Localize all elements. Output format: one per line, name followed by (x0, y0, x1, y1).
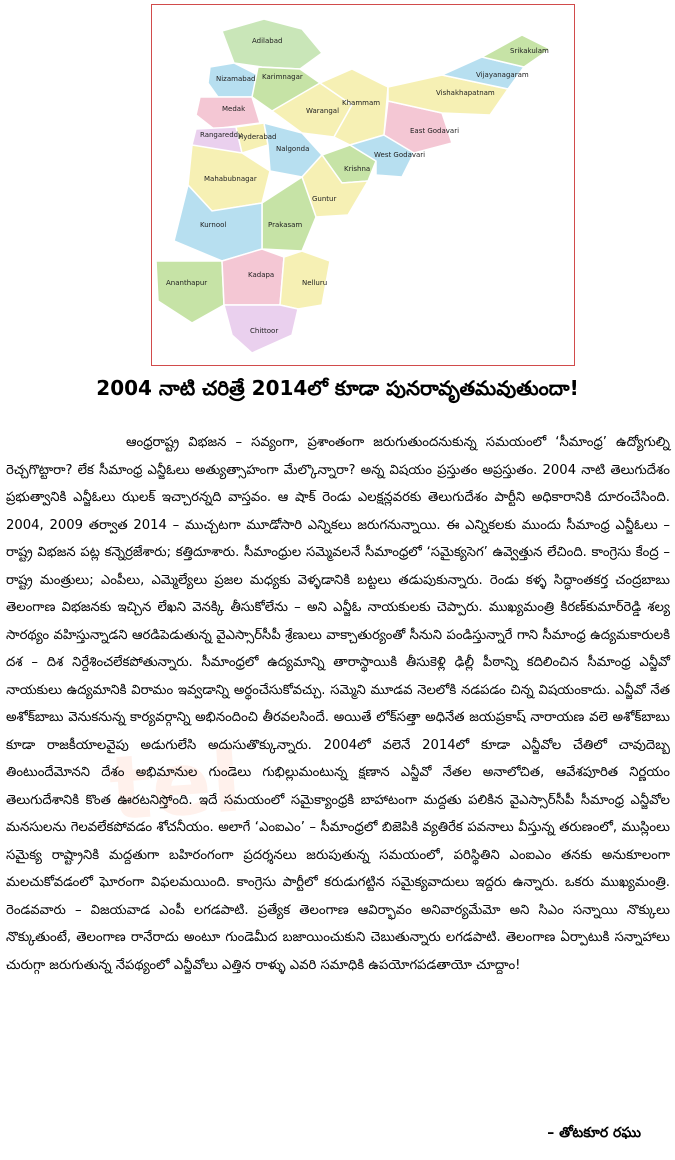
map-label-guntur: Guntur (312, 195, 337, 203)
map-district-ananthapur (156, 261, 224, 323)
map-label-warangal: Warangal (306, 107, 340, 115)
map-label-karimnagar: Karimnagar (262, 73, 303, 81)
map-label-nelluru: Nelluru (302, 279, 328, 287)
map-label-medak: Medak (222, 105, 246, 113)
map-label-nalgonda: Nalgonda (276, 145, 310, 153)
watermark: tel (106, 728, 245, 841)
map-label-ananthapur: Ananthapur (166, 279, 208, 287)
article-paragraph: ఆంధ్రరాష్ట్ర విభజన – సవ్యంగా, ప్రశాంతంగా జరుగుతుందనుకున్న సమయంలో ‘సీమాంధ్ర’ ఉద్యోగుల్ని రెచ్చగొట్టారా? లేక సీమాంధ్ర ఎన్జీఓలు అత్యుత్సాహంగా మేల్కొన్నారా? అన్న విషయం ప్రస్తుతం అప్రస్తుతం. 2004 నాటి తెలుగుదేశం ప్రభుత్వానికి ఎన్జీఓలు ఝలక్ ఇచ్చారన్నది వాస్తవం. ఆ షాక్ రెండు ఎలక్షన్లవరకు తెలుగుదేశం పార్టీని అధికారానికి దూరంచేసింది. 2004, 2009 తర్వాత 2014 – ముచ్చటగా మూడోసారి ఎన్నికలు జరుగనున్నాయి. ఈ ఎన్నికలకు ముందు సీమాంధ్ర ఎన్జీఓలు – రాష్ట్ర విభజన పట్ల కన్నెర్రజేశారు; కత్తిదూశారు. సీమాంధ్రుల సమ్మెవలనే సీమాంధ్రలో ‘సమైక్యసెగ’ ఉవ్వెత్తున లేచింది. కాంగ్రెసు కేంద్ర – రాష్ట్ర మంత్రులు; ఎంపీలు, ఎమ్మెల్యేలు ప్రజల మధ్యకు వెళ్ళడానికి బట్టలు తడుపుకున్నారు. రెండు కళ్ళ సిద్ధాంతకర్త చంద్రబాబు తెలంగాణ విభజనకు ఇచ్చిన లేఖని వెనక్కి తీసుకోలేను – అని ఎన్జీఓ నాయకులకు చెప్పారు. ముఖ్యమంత్రి కిరణ్‌కుమార్‌రెడ్డి శల్య సారథ్యం వహిస్తున్నాడని ఆరడిపెడుతున్న వైఎస్సార్‌సీపీ శ్రేణులు వాక్చాతుర్యంతో సీనుని పండిస్తున్నారే గాని సీమాంధ్ర ఉద్యమకారులకి దశ – దిశ నిర్దేశించలేకపోతున్నారు. సీమాంధ్రలో ఉద్యమాన్ని తారాస్థాయికి తీసుకెళ్లి ఢిల్లీ పీఠాన్ని కదిలించిన సీమాంధ్ర ఎన్జీవో నాయకులు ఉద్యమానికి విరామం ఇవ్వడాన్ని అర్థంచేసుకోవచ్చు. సమ్మెని మూడవ నెలలోకి నడపడం చిన్న విషయంకాదు. ఎన్జీవో నేత అశోక్‌బాబు వెనుకనున్న కార్యవర్గాన్ని అభినందించి తీరవలసిందే. అయితే లోక్‌సత్తా అధినేత జయప్రకాష్ నారాయణ వలె అశోక్‌బాబు కూడా రాజకీయాలవైపు అడుగులేసి అదుసుతొక్కున్నారు. 2004లో వలెనే 2014లో కూడా ఎన్జీవోల చేతిలో చావుదెబ్బ తింటుందేమోనని దేశం అభిమానుల గుండెలు గుభిల్లుమంటున్న క్షణాన ఎన్జీవో నేతల అనాలోచిత, ఆవేశపూరిత నిర్ణయం తెలుగుదేశానికి కొంత ఊరటనిస్తోంది. ఇదే సమయంలో సమైక్యాంధ్రకి బాహాటంగా మద్దతు పలికిన వైఎస్సార్‌సీపీ సీమాంధ్ర ఎన్జీవోల మనసులను గెలవలేకపోవడం శోచనీయం. అలాగే ‘ఎంఐఎం’ – సీమాంధ్రలో బిజెపికి వ్యతిరేక పవనాలు వీస్తున్న తరుణంలో, ముస్లింలు సమైక్య రాష్ట్రానికి మద్దతుగా బహిరంగంగా ప్రదర్శనలు జరుపుతున్న సమయంలో, పరిస్థితిని ఎంఐఎం తనకు అనుకూలంగా మలచుకోవడంలో ఘోరంగా విఫలమయింది. కాంగ్రెసు పార్టీలో కరుడుగట్టిన సమైక్యవాదులు ఇద్దరు ఉన్నారు. ఒకరు ముఖ్యమంత్రి. రెండవవారు – విజయవాడ ఎంపీ లగడపాటి. ప్రత్యేక తెలంగాణ ఆవిర్భావం అనివార్యమేమో అని సిఎం సన్నాయి నొక్కులు నొక్కుతుంటే, తెలంగాణ రానేరాదు అంటూ గుండెమీద బజాయించుకుని చెబుతున్నారు లగడపాటి. తెలంగాణ ఏర్పాటుకి సన్నాహాలు చురుగ్గా జరుగుతున్న నేపథ్యంలో ఎన్జీవోలు ఎత్తిన రాళ్ళు ఎవరి సమాధికి ఉపయోగపడతాయో చూద్దాం! (6, 435, 670, 973)
map-label-west-godavari: West Godavari (374, 151, 426, 159)
map-label-east-godavari: East Godavari (410, 127, 460, 135)
map-label-rangareddy: Rangareddy (200, 131, 243, 139)
map-label-prakasam: Prakasam (268, 221, 303, 229)
map-label-vishakhapatnam: Vishakhapatnam (436, 89, 495, 97)
map-label-vijayanagaram: Vijayanagaram (476, 71, 529, 79)
map-label-nizamabad: Nizamabad (216, 75, 256, 83)
map-label-khammam: Khammam (342, 99, 381, 107)
map-frame (151, 4, 575, 366)
article-title: 2004 నాటి చరిత్రే 2014లో కూడా పునరావృతమవుతుందా! (96, 376, 579, 400)
map-label-chittoor: Chittoor (250, 327, 279, 335)
article-body (6, 429, 670, 979)
map-label-kurnool: Kurnool (200, 221, 227, 229)
map-label-adilabad: Adilabad (252, 37, 283, 45)
article-author: – తోటకూర రఘు (547, 1125, 641, 1141)
map-label-mahabubnagar: Mahabubnagar (204, 175, 257, 183)
andhra-pradesh-district-map (152, 5, 574, 365)
map-label-hyderabad: Hyderabad (238, 133, 277, 141)
map-label-kadapa: Kadapa (248, 271, 275, 279)
map-label-srikakulam: Srikakulam (510, 47, 549, 55)
map-label-krishna: Krishna (344, 165, 371, 173)
